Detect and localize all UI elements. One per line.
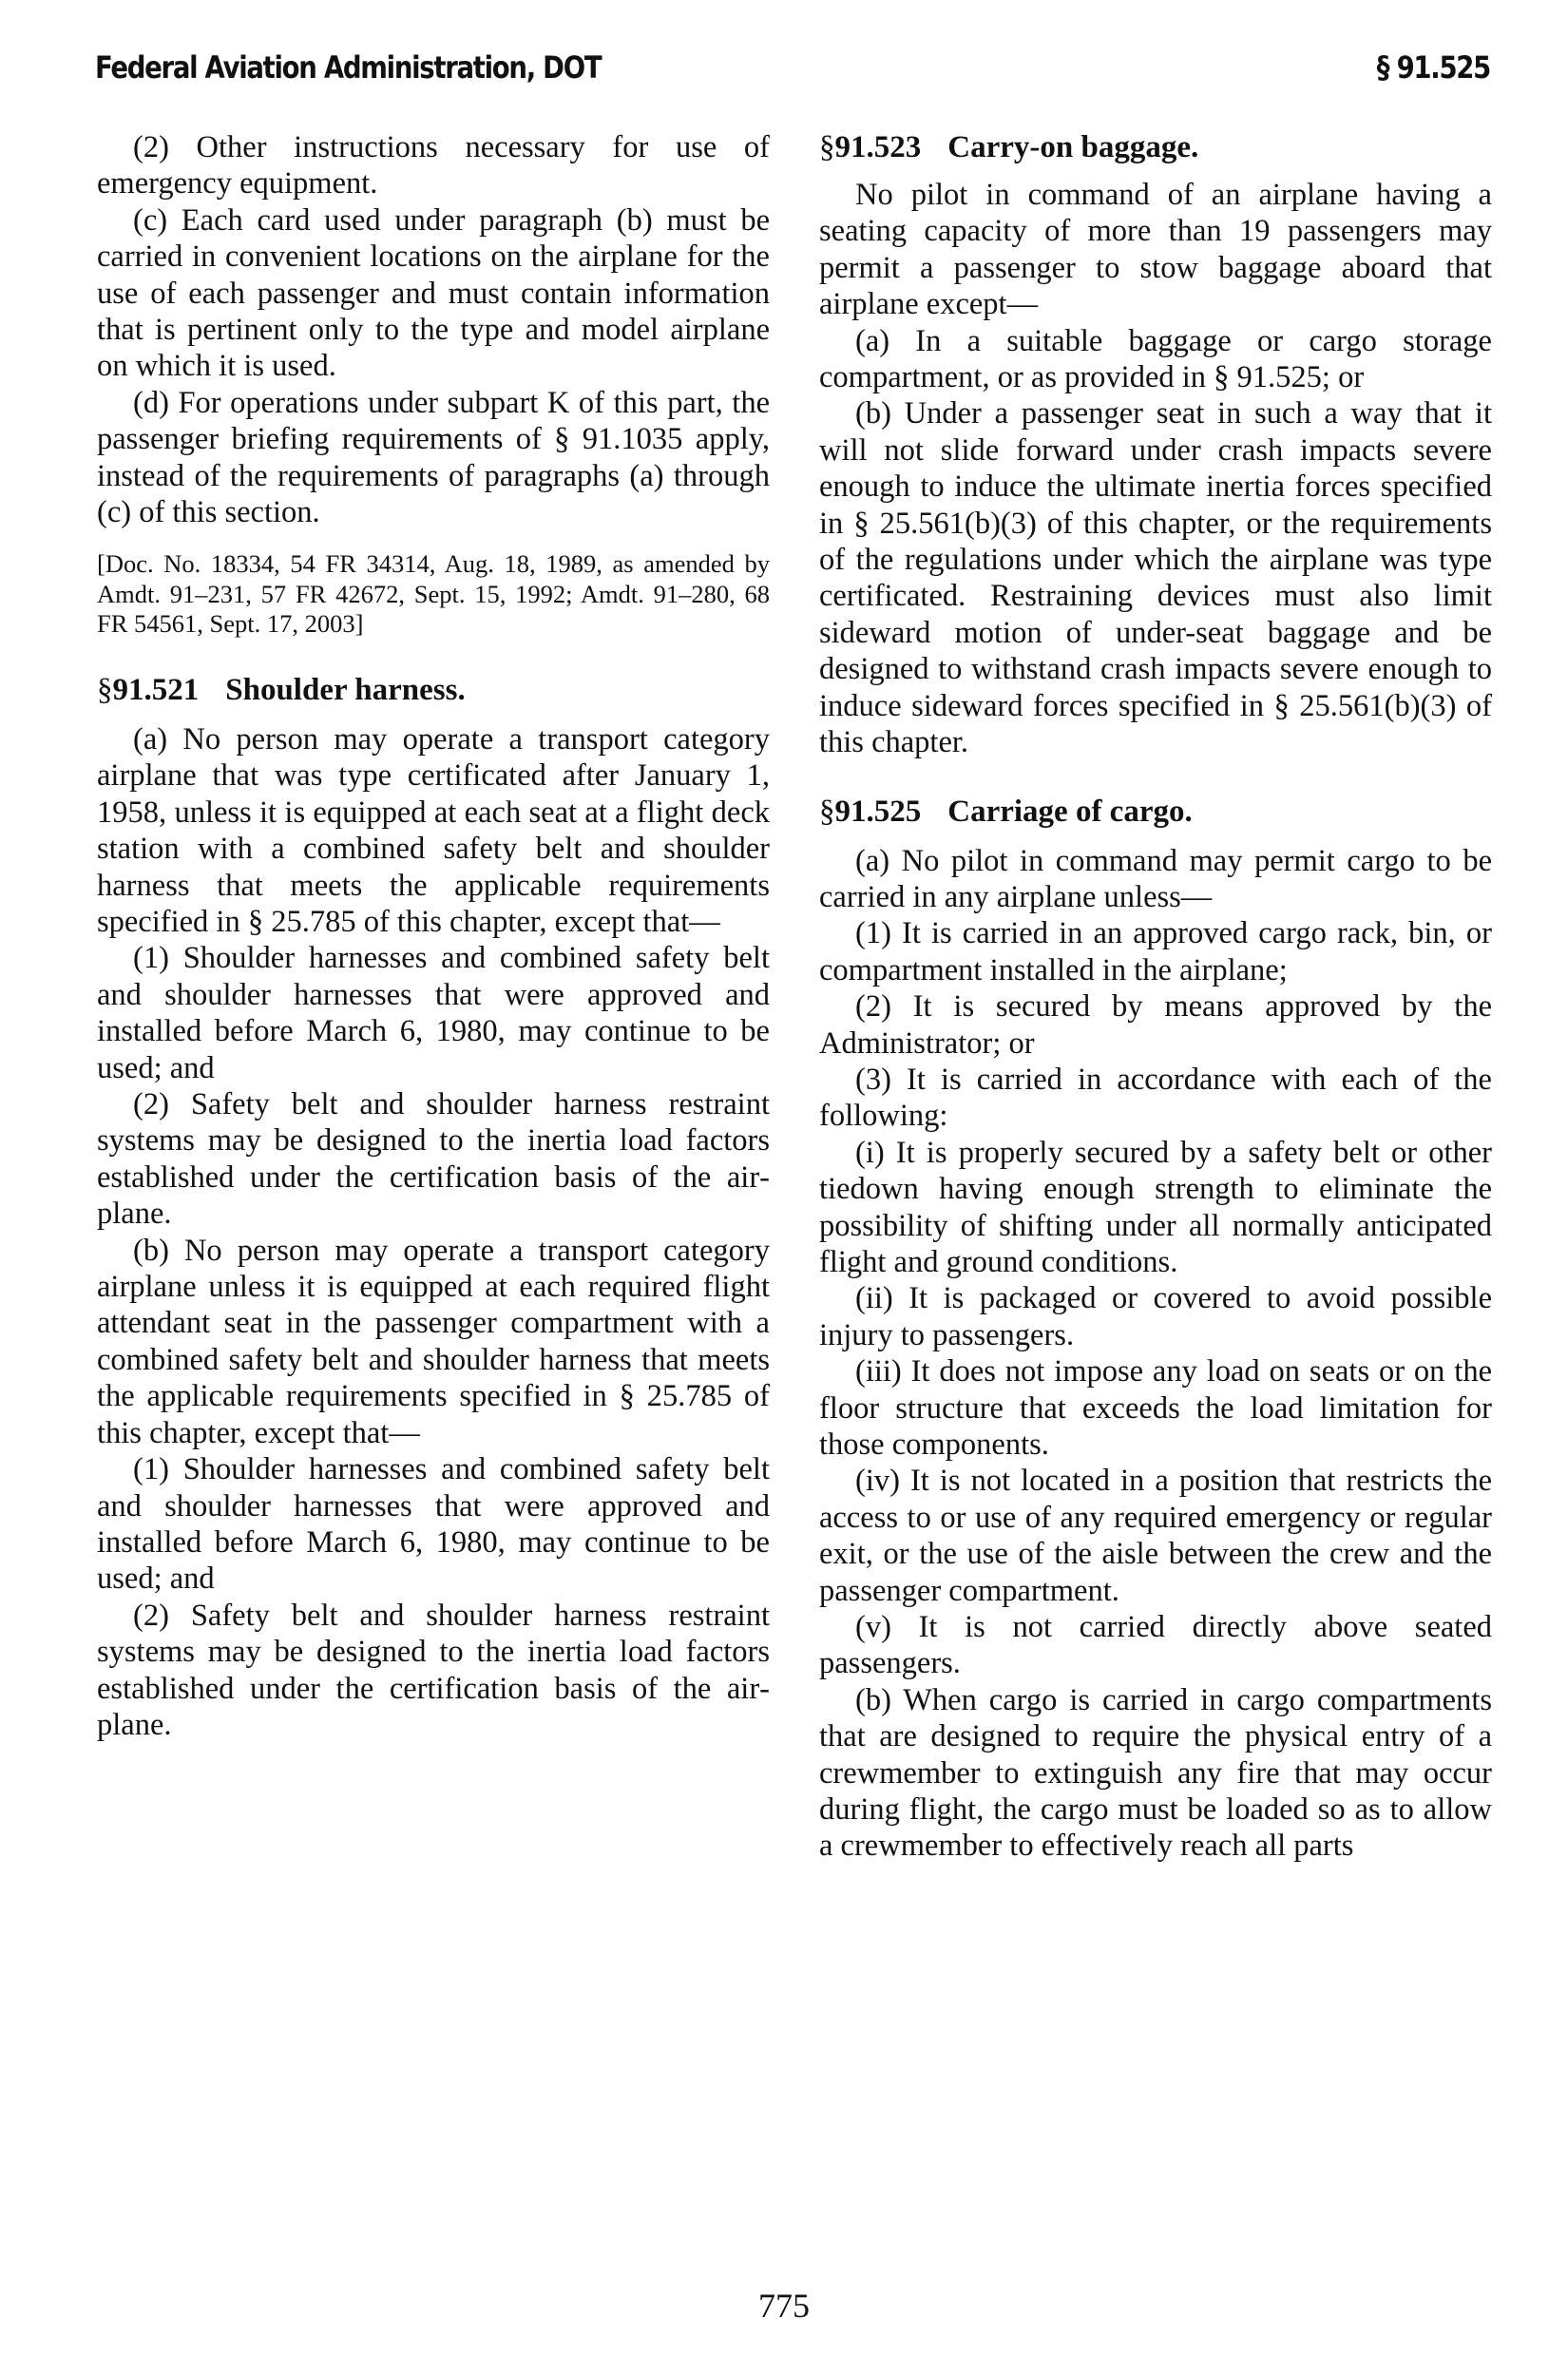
paragraph: (2) Safety belt and shoulder harness restraint systems may be designed to the inertia load factors established under the certification basis of the airplane. (97, 1598, 770, 1742)
section-heading-91-523 (819, 129, 1492, 165)
paragraph: (i) It is properly secured by a safety belt or other tiedown having enough strength to eliminate the possibility of shifting under all normally anticipated flight and ground conditions. (819, 1135, 1492, 1279)
section-symbol: § (97, 672, 113, 707)
paragraph: (d) For operations under subpart K of this part, the passenger briefing requirements of § 91.1035 apply, instead of the requirements of paragraphs (a) through (c) of this section. (97, 385, 770, 530)
paragraph: (1) Shoulder harnesses and combined safety belt and shoulder harnesses that were approved and installed before March 6, 1980, may continue to be used; and (97, 1452, 770, 1597)
paragraph: (1) It is carried in an approved cargo rack, bin, or compartment installed in the airplane; (819, 916, 1492, 987)
section-symbol: § (819, 130, 835, 164)
running-header (95, 49, 1490, 91)
paragraph: (iii) It does not impose any load on seats or on the floor structure that exceeds the load limitation for those components. (819, 1354, 1492, 1462)
section-title: Carry-on baggage. (947, 130, 1199, 164)
paragraph: No pilot in command of an airplane having a seating capacity of more than 19 passengers may permit a passenger to stow baggage aboard that airplane except— (819, 178, 1492, 322)
page-number: 775 (758, 2287, 810, 2325)
header-section-number: § 91.525 (1376, 49, 1491, 86)
paragraph: (b) Under a passenger seat in such a way that it will not slide forward under crash impacts severe enough to induce the ultimate inertia forces specified in § 25.561(b)(3) of this chapter, or the requirements of the regulations under which the airplane was type certificated. Restraining devices must also limit sideward motion of under-seat baggage and be designed to withstand crash impacts severe enough to induce sideward forces specified in § 25.561(b)(3) of this chapter. (819, 396, 1492, 760)
paragraph: (b) When cargo is carried in cargo compartments that are designed to require the physical entry of a crewmember to extinguish any fire that may occur during flight, the cargo must be loaded so as to allow a crewmember to effectively reach all parts (819, 1682, 1492, 1864)
section-title: Shoulder harness. (225, 672, 466, 707)
paragraph: (ii) It is packaged or covered to avoid possible injury to passengers. (819, 1281, 1492, 1352)
paragraph: (a) No person may operate a transport category airplane that was type certificated after January 1, 1958, unless it is equipped at each seat at a flight deck station with a combined safety belt and shoulder harness that meets the applicable requirements specified in § 25.785 of this chapter, except that— (97, 721, 770, 939)
paragraph: (c) Each card used under paragraph (b) must be carried in convenient locations on the airplane for the use of each passenger and must contain information that is pertinent only to the type and model airplane on which it is used. (97, 202, 770, 384)
section-heading-91-521 (97, 672, 770, 708)
paragraph: (2) Other instructions necessary for use of emergency equipment. (97, 130, 770, 201)
paragraph: (2) Safety belt and shoulder harness restraint systems may be designed to the inertia load factors established under the certification basis of the airplane. (97, 1087, 770, 1232)
section-heading-91-525 (819, 794, 1492, 830)
right-column (819, 129, 1492, 1865)
paragraph: (1) Shoulder harnesses and combined safety belt and shoulder harnesses that were approved and installed before March 6, 1980, may continue to be used; and (97, 941, 770, 1085)
paragraph: (iv) It is not located in a position that restricts the access to or use of any required emergency or regular exit, or the use of the aisle between the crew and the passenger compartment. (819, 1464, 1492, 1608)
paragraph: (b) No person may operate a transport category airplane unless it is equipped at each required flight attendant seat in the passenger compartment with a combined safety belt and shoulder harness that meets the applicable requirements specified in § 25.785 of this chapter, except that— (97, 1233, 770, 1450)
section-number: 91.525 (834, 794, 922, 829)
paragraph: (a) In a suitable baggage or cargo storage compartment, or as provided in § 91.525; or (819, 323, 1492, 395)
section-number: 91.521 (112, 672, 200, 707)
agency-title: Federal Aviation Administration, DOT (95, 49, 602, 86)
paragraph: (v) It is not carried directly above seated passengers. (819, 1610, 1492, 1681)
source-citation: [Doc. No. 18334, 54 FR 34314, Aug. 18, 1989, as amended by Amdt. 91–231, 57 FR 42672, Sept. 15, 1992; Amdt. 91–280, 68 FR 54561, Sept. 17, 2003] (97, 549, 770, 639)
paragraph: (a) No pilot in command may permit cargo to be carried in any airplane unless— (819, 843, 1492, 914)
section-number: 91.523 (834, 130, 922, 164)
left-column (97, 129, 770, 1743)
paragraph: (3) It is carried in accordance with each of the following: (819, 1062, 1492, 1134)
paragraph: (2) It is secured by means approved by the Administrator; or (819, 989, 1492, 1061)
section-symbol: § (819, 794, 835, 829)
section-title: Carriage of cargo. (947, 794, 1193, 829)
